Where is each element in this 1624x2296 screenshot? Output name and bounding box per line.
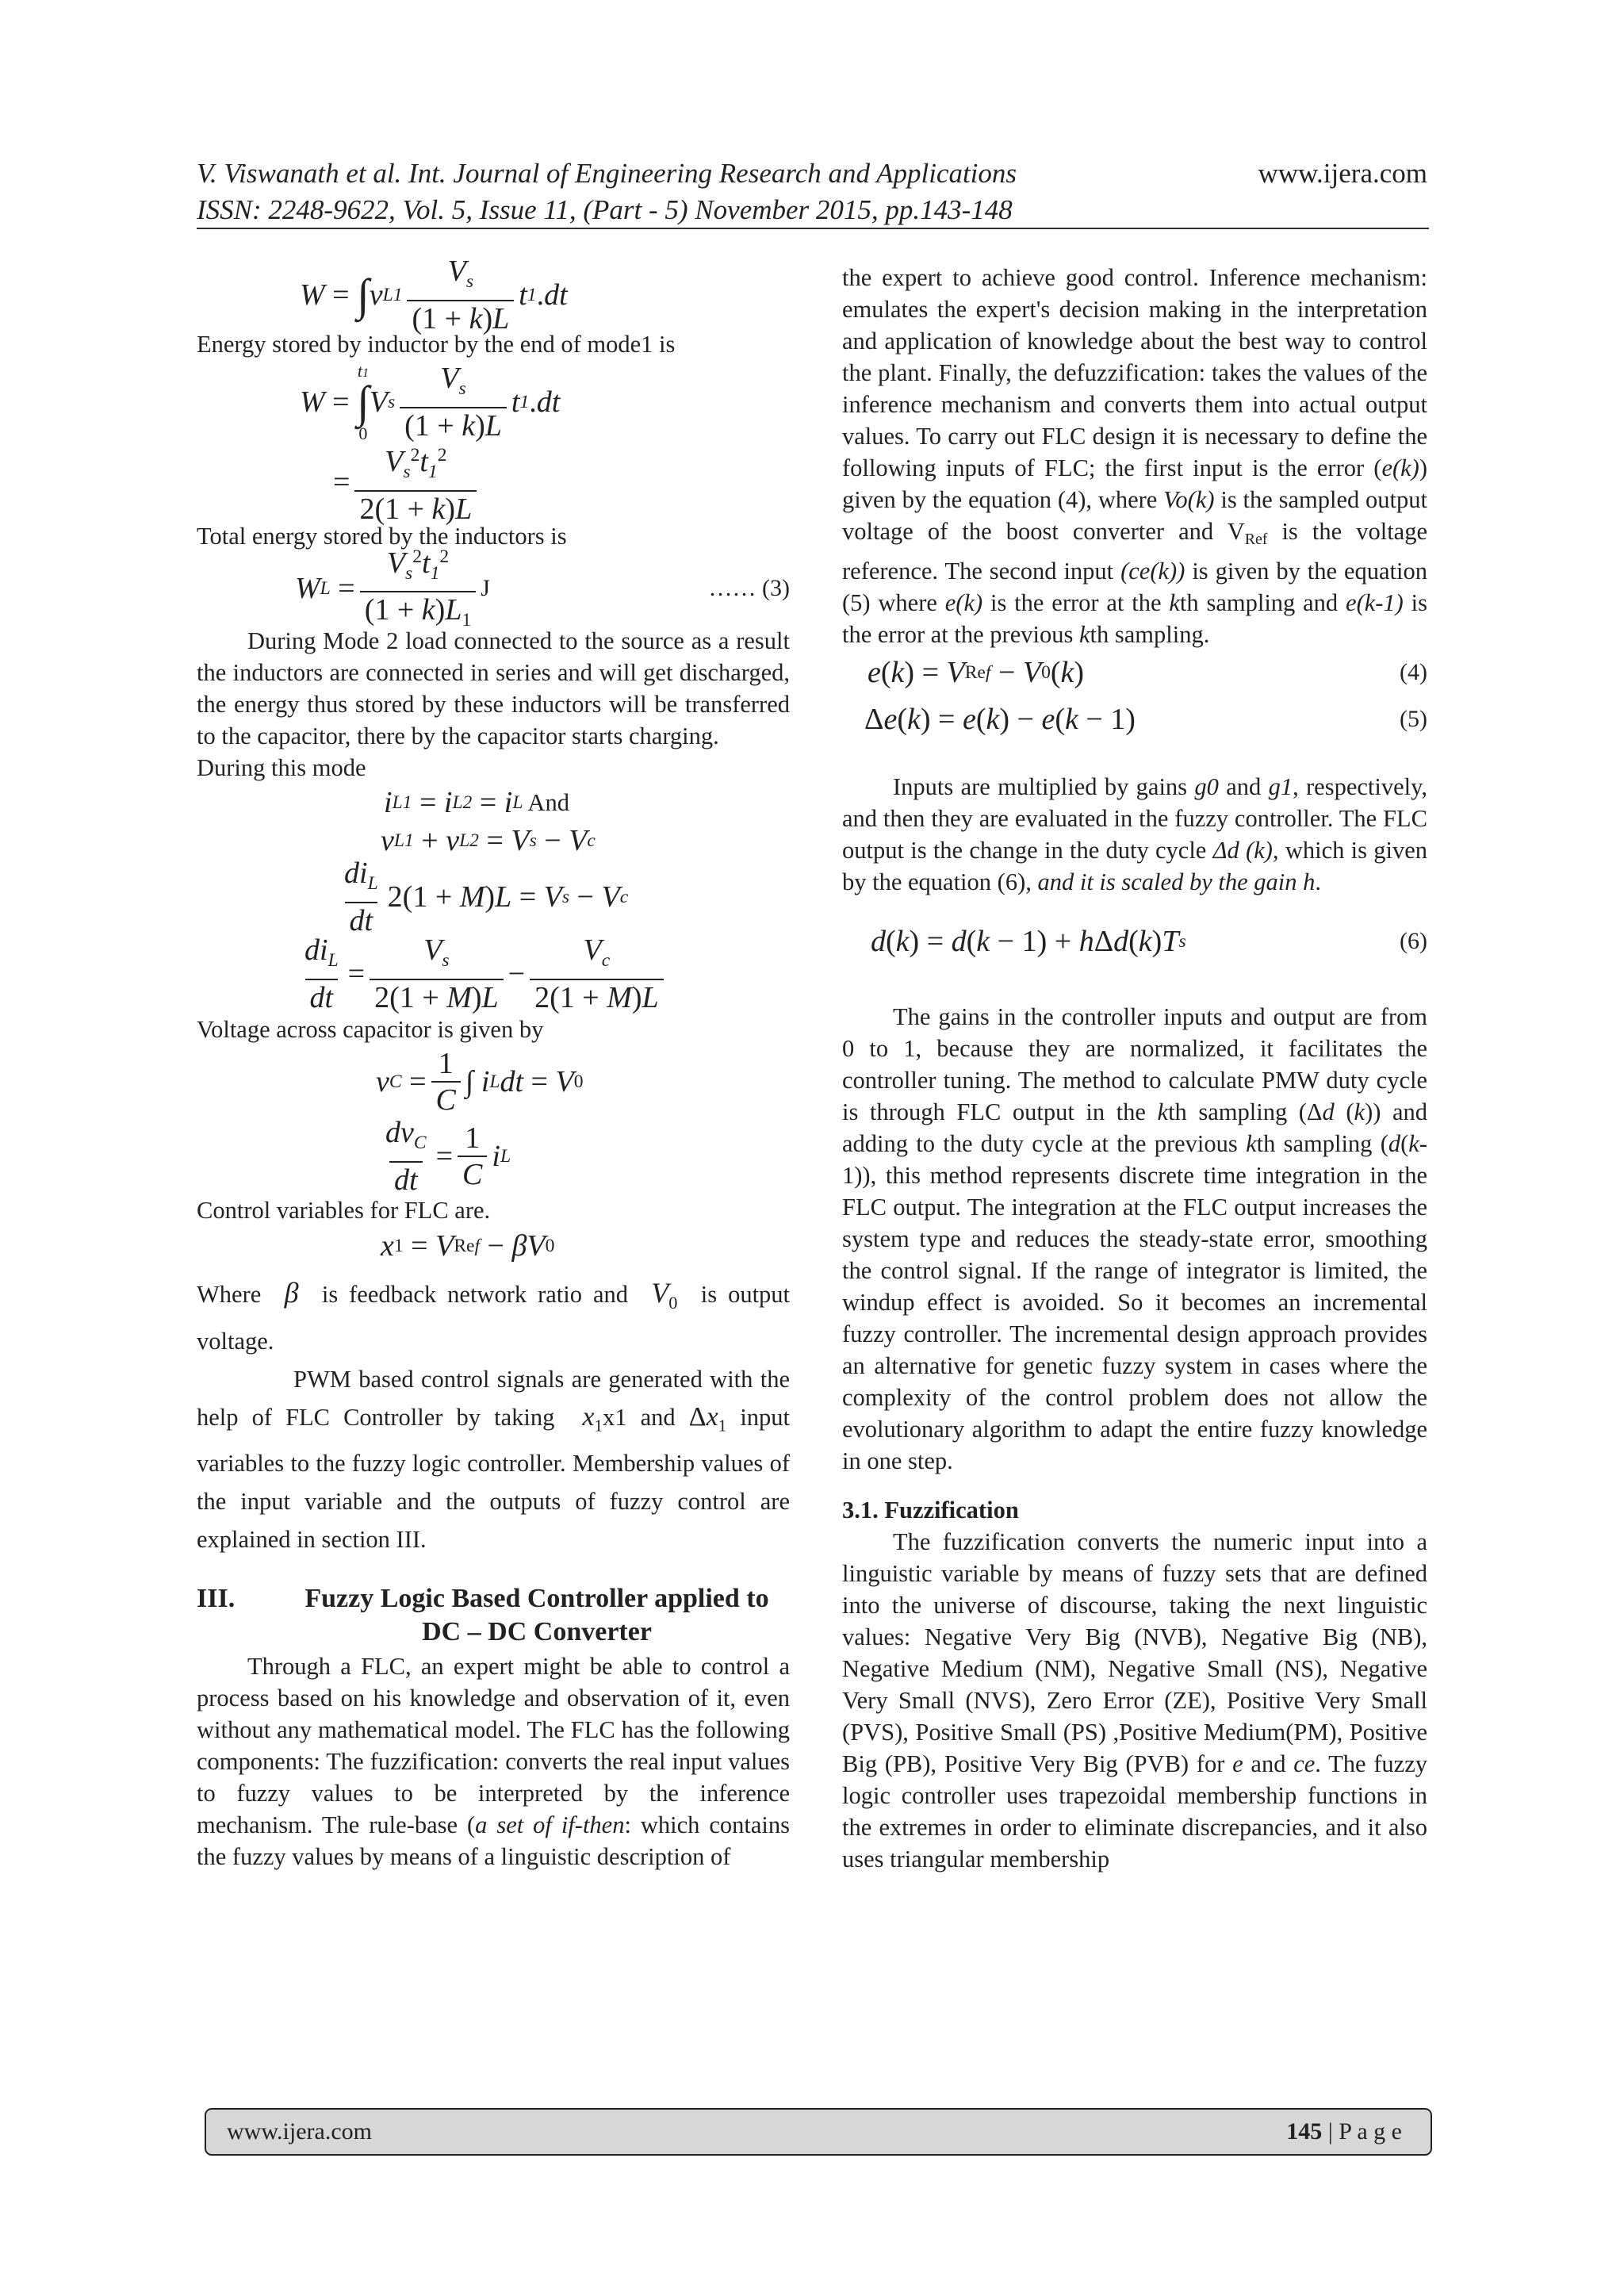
text-pwm-c: input variables to the fuzzy logic controller. Membership values of the input variable and the outputs of fuzzy control are explained in section III.	[197, 1403, 791, 1554]
equation-dil-dt: $\frac{di_L}{dt}$ 2(1 + M ) L = V s − V c	[344, 857, 629, 937]
equation-3: W L = $\frac{V_s^2t_1^2}{(1 + k)L_1}$ J …… (3)	[197, 552, 790, 625]
equation-energy-result: = $\frac{V_s^2t_1^2}{2(1 + k)L}$	[197, 444, 790, 520]
equation-work: W = ∫ v L1 $\frac{V_s}{(1 + k)L}$ t 1 . dt	[300, 255, 568, 335]
section-3-number: III.	[197, 1584, 236, 1614]
text-where-c: is output voltage.	[197, 1281, 791, 1355]
equation-voltages: v L1 + v L2 = V s − V c	[381, 824, 596, 857]
text-pwm-a: PWM based control signals are generated with the help of FLC Controller by taking	[197, 1365, 790, 1431]
header-rule	[197, 228, 1429, 229]
text-where: Where β is feedback network ratio and $V_0$ is output voltage.	[197, 1277, 791, 1355]
text-energy-mode1: Energy stored by inductor by the end of mode1 is	[197, 331, 676, 358]
equation-energy-integral: W = t1 ∫ 0 V s $\frac{V_s}{(1 + k)L}$ t 1 . dt	[300, 360, 561, 443]
equation-currents: i L1 = i L2 = i L And	[384, 786, 569, 819]
equation-3-number: …… (3)	[708, 575, 790, 601]
section-3-title: Fuzzy Logic Based Controller applied to DC – DC Converter	[304, 1584, 769, 1647]
equation-vc: v C = $\frac{1}{C}$ ∫ i L dt = V 0	[376, 1047, 584, 1117]
paragraph-gains-normalized: The gains in the controller inputs and output are from 0 to 1, because they are normalized, it facilitates the controller tuning. The method to calculate PMW duty cycle is through FLC output in the kth sampling (Δd (k)) and adding to the duty cycle at the previous kth sampling (d(k-1)), this method represents discrete time integration in the FLC output. The integration at the FLC output increases the system type and reduces the steady-state error, smoothing the control signal. If the range of integrator is limited, the windup effect is avoided. So it becomes an incremental fuzzy controller. The incremental design approach provides an alternative for genetic fuzzy system in cases where the complexity of the control problem does not allow the evolutionary algorithm to adapt the entire fuzzy knowledge in one step.	[842, 1002, 1428, 1474]
equation-4: e ( k ) = V Re f − V 0 ( k ) (4)	[868, 655, 1427, 689]
section-3-heading	[197, 1582, 790, 1649]
equation-6-number: (6)	[1400, 927, 1427, 954]
page-header	[197, 155, 1427, 228]
text-control-variables: Control variables for FLC are.	[197, 1197, 491, 1224]
paragraph-pwm: PWM based control signals are generated with the help of FLC Controller by taking $x_1x1$ and $\Delta x_1$ input variables to the fuzzy logic controller. Membership values of the input variable and the outputs of fuzzy control are explained in section III.	[197, 1365, 791, 1554]
text-where-b: is feedback network ratio and	[321, 1281, 628, 1308]
right-column	[842, 262, 1427, 1875]
paragraph-inference: the expert to achieve good control. Inference mechanism: emulates the expert's decision making in the interpretation and application of knowledge about the best way to control the plant. Finally, the defuzzification: takes the values of the inference mechanism and converts them into actual output values. To carry out FLC design it is necessary to define the following inputs of FLC; the first input is the error (e(k)) given by the equation (4), where Vo(k) is the sampled output voltage of the boost converter and VRef is the voltage reference. The second input (ce(k)) is given by the equation (5) where e(k) is the error at the kth sampling and e(k-1) is the error at the previous kth sampling.	[842, 264, 1428, 648]
paragraph-inputs-gains: Inputs are multiplied by gains g0 and g1, respectively, and then they are evaluated in the fuzzy controller. The FLC output is the change in the duty cycle Δd (k), which is given by the equation (6), and it is scaled by the gain h.	[842, 772, 1428, 895]
text-voltage-capacitor: Voltage across capacitor is given by	[197, 1016, 544, 1043]
left-column	[197, 255, 791, 1872]
text-during-mode: During this mode	[197, 754, 366, 781]
paragraph-mode2: During Mode 2 load connected to the source as a result the inductors are connected in series and will get discharged, the energy thus stored by these inductors will be transferred to the capacitor, there by the capacitor starts charging.	[197, 627, 790, 749]
equation-x1: x 1 = V Re f − βV 0	[381, 1229, 555, 1263]
equation-dvc-dt: $\frac{dv_C}{dt}$ = $\frac{1}{C}$ i L	[385, 1116, 511, 1197]
equation-dil-dt-solved: $\frac{di_L}{dt}$ = $\frac{V_s}{2(1 + M)L}$ − $\frac{V_c}{2(1 + M)L}$	[197, 934, 790, 1014]
text-where-a: Where	[197, 1281, 262, 1308]
footer-website[interactable]: www.ijera.com	[227, 2118, 372, 2145]
equation-5-number: (5)	[1400, 705, 1427, 732]
equation-4-number: (4)	[1400, 658, 1427, 685]
subsection-3-1-heading: 3.1. Fuzzification	[842, 1496, 1019, 1524]
text-and: And	[527, 789, 569, 816]
page-footer	[205, 2108, 1432, 2156]
journal-citation: V. Viswanath et al. Int. Journal of Engineering Research and Applications	[197, 158, 1017, 189]
page-number: 145 | P a g e	[1286, 2118, 1402, 2145]
issn-line: ISSN: 2248-9622, Vol. 5, Issue 11, (Part - 5) November 2015, pp.143-148	[197, 194, 1013, 225]
header-website[interactable]: www.ijera.com	[1258, 158, 1427, 189]
paragraph-fuzzification: The fuzzification converts the numeric input into a linguistic variable by means of fuzzy sets that are defined into the universe of discourse, taking the next linguistic values: Negative Very Big (NVB), Negative Big (NB), Negative Medium (NM), Negative Small (NS), Negative Very Small (NVS), Zero Error (ZE), Positive Very Small (PVS), Positive Small (PS) ,Positive Medium(PM), Positive Big (PB), Positive Very Big (PVB) for e and ce. The fuzzy logic controller uses trapezoidal membership functions in the extremes in order to eliminate discrepancies, and it also uses triangular membership	[842, 1527, 1428, 1872]
equation-5: Δ e ( k ) = e ( k ) − e ( k − 1) (5)	[864, 702, 1427, 736]
text-total-energy: Total energy stored by the inductors is	[197, 523, 567, 550]
paragraph-through-flc: Through a FLC, an expert might be able to control a process based on his knowledge and observation of it, even without any mathematical model. The FLC has the following components: The fuzzification: converts the real input values to fuzzy values to be interpreted by the inference mechanism. The rule-base (a set of if-then: which contains the fuzzy values by means of a linguistic description of	[197, 1653, 790, 1871]
text-pwm-b: x1 and	[603, 1403, 676, 1431]
equation-6: d ( k ) = d ( k − 1) + h Δ d ( k ) T s (6)	[871, 924, 1427, 958]
